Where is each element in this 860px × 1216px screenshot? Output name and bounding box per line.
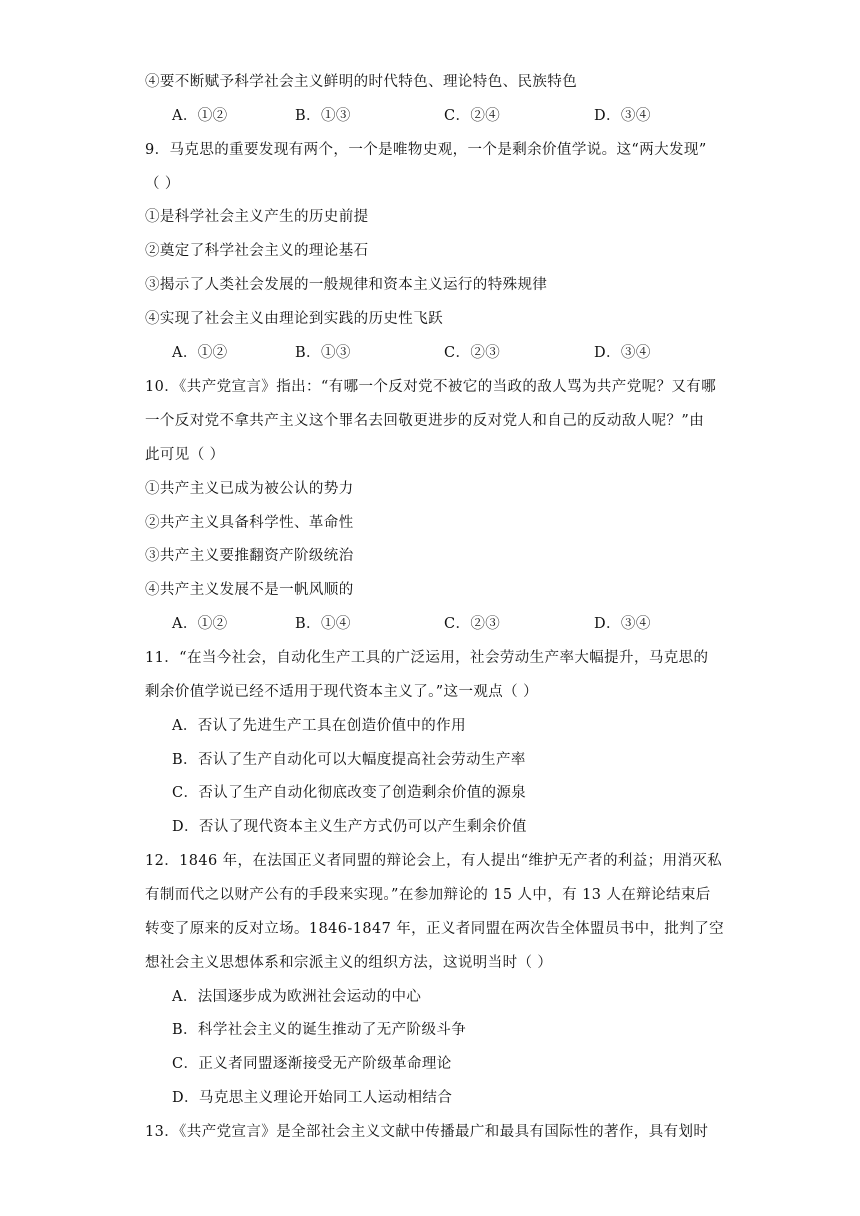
- q11-option-a[interactable]: A．否认了先进生产工具在创造价值中的作用: [172, 718, 466, 734]
- q10-option-a[interactable]: A．①②: [172, 616, 228, 632]
- q12-option-d[interactable]: D．马克思主义理论开始同工人运动相结合: [172, 1090, 453, 1106]
- q12-option-c[interactable]: C．正义者同盟逐渐接受无产阶级革命理论: [172, 1056, 452, 1072]
- q12-stem-line-2: 有制而代之以财产公有的手段来实现。”在参加辩论的 15 人中，有 13 人在辩论结束后: [145, 887, 711, 903]
- q11-stem-line-1: 11．“在当今社会，自动化生产工具的广泛运用，社会劳动生产率大幅提升，马克思的: [145, 650, 709, 666]
- q11-stem-line-2: 剩余价值学说已经不适用于现代资本主义了。”这一观点（ ）: [145, 684, 538, 700]
- q10-option-b[interactable]: B．①④: [295, 616, 351, 632]
- q9-option-a[interactable]: A．①②: [172, 345, 228, 361]
- q9-statement-2: ②奠定了科学社会主义的理论基石: [145, 243, 369, 259]
- q9-stem-line-1: 9．马克思的重要发现有两个，一个是唯物史观，一个是剩余价值学说。这“两大发现”: [145, 142, 707, 158]
- q9-stem-line-2: （ ）: [145, 176, 180, 192]
- q8-option-c[interactable]: C．②④: [444, 108, 501, 124]
- q8-option-d[interactable]: D．③④: [594, 108, 651, 124]
- q12-stem-line-1: 12．1846 年，在法国正义者同盟的辩论会上，有人提出“维护无产者的利益；用消灭私: [145, 853, 723, 869]
- q12-option-b[interactable]: B．科学社会主义的诞生推动了无产阶级斗争: [172, 1022, 467, 1038]
- q9-option-b[interactable]: B．①③: [295, 345, 351, 361]
- q10-statement-1: ①共产主义已成为被公认的势力: [145, 481, 354, 497]
- q8-option-b[interactable]: B．①③: [295, 108, 351, 124]
- q10-statement-3: ③共产主义要推翻资产阶级统治: [145, 548, 354, 564]
- q9-option-c[interactable]: C．②③: [444, 345, 501, 361]
- q10-option-c[interactable]: C．②③: [444, 616, 501, 632]
- q11-option-d[interactable]: D．否认了现代资本主义生产方式仍可以产生剩余价值: [172, 819, 527, 835]
- q9-statement-1: ①是科学社会主义产生的历史前提: [145, 209, 369, 225]
- q10-stem-line-1: 10．《共产党宣言》指出：“有哪一个反对党不被它的当政的敌人骂为共产党呢？又有哪: [145, 379, 717, 395]
- q10-statement-2: ②共产主义具备科学性、革命性: [145, 515, 354, 531]
- q11-option-b[interactable]: B．否认了生产自动化可以大幅度提高社会劳动生产率: [172, 752, 526, 768]
- q12-stem-line-3: 转变了原来的反对立场。1846-1847 年，正义者同盟在两次告全体盟员书中，批判了空: [145, 921, 725, 937]
- q8-statement-4: ④要不断赋予科学社会主义鲜明的时代特色、理论特色、民族特色: [145, 74, 578, 90]
- q9-option-d[interactable]: D．③④: [594, 345, 651, 361]
- q9-statement-4: ④实现了社会主义由理论到实践的历史性飞跃: [145, 311, 443, 327]
- q12-stem-line-4: 想社会主义思想体系和宗派主义的组织方法，这说明当时（ ）: [145, 955, 553, 971]
- q10-stem-line-2: 一个反对党不拿共产主义这个罪名去回敬更进步的反对党人和自己的反动敌人呢？”由: [145, 413, 705, 429]
- q11-option-c[interactable]: C．否认了生产自动化彻底改变了创造剩余价值的源泉: [172, 785, 527, 801]
- q8-option-a[interactable]: A．①②: [172, 108, 228, 124]
- q12-option-a[interactable]: A．法国逐步成为欧洲社会运动的中心: [172, 989, 422, 1005]
- q9-statement-3: ③揭示了人类社会发展的一般规律和资本主义运行的特殊规律: [145, 277, 548, 293]
- q10-option-d[interactable]: D．③④: [594, 616, 651, 632]
- q10-statement-4: ④共产主义发展不是一帆风顺的: [145, 582, 354, 598]
- q10-stem-line-3: 此可见（ ）: [145, 447, 225, 463]
- q13-stem-line-1: 13．《共产党宣言》是全部社会主义文献中传播最广和最具有国际性的著作，具有划时: [145, 1124, 709, 1140]
